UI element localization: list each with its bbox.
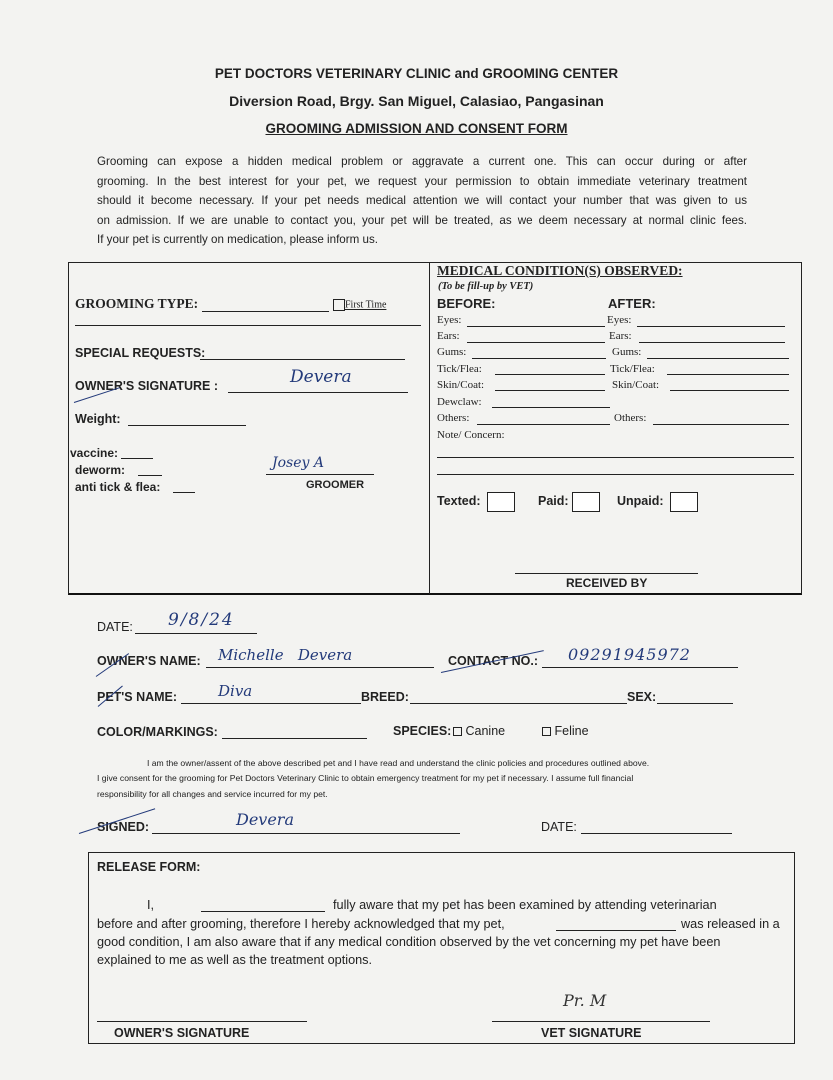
groomer-signature-handwriting: Josey A (272, 455, 324, 471)
intro-line: Grooming can expose a hidden medical problem or aggravate a current one. This can occur during or after (97, 155, 747, 168)
sex-field[interactable] (657, 703, 733, 704)
intro-line: should it become necessary. If your pet needs medical attention we will contact your number that was given to us (97, 194, 747, 207)
release-title: RELEASE FORM: (97, 860, 201, 874)
antitick-label: anti tick & flea: (75, 480, 161, 494)
after-ears-label: Ears: (609, 330, 632, 342)
before-gums-label: Gums: (437, 346, 467, 358)
feline-label: Feline (554, 724, 589, 738)
consent-line-1: I am the owner/assent of the above described pet and I have read and understand the clinic policies and procedures outlined above. (147, 758, 650, 768)
after-label: AFTER: (608, 296, 656, 311)
after-skincoat-field[interactable] (670, 390, 789, 391)
special-requests-field[interactable] (200, 359, 405, 360)
clinic-address: Diversion Road, Brgy. San Miguel, Calasiao, Pangasinan (229, 93, 604, 109)
release-line-3: good condition, I am also aware that if any medical condition observed by the vet concerning my pet have been (97, 935, 721, 949)
signed-field[interactable] (152, 833, 460, 834)
admission-box-divider (429, 262, 430, 594)
species-feline-option[interactable] (542, 724, 589, 738)
date-handwriting: 9/8/24 (168, 610, 235, 630)
first-time-checkbox[interactable] (333, 299, 345, 311)
release-owner-name-field[interactable] (201, 911, 325, 912)
after-ears-field[interactable] (639, 342, 785, 343)
before-ears-label: Ears: (437, 330, 460, 342)
note-concern-line-2[interactable] (437, 474, 794, 475)
release-line2-a: before and after grooming, therefore I hereby acknowledged that my pet, (97, 917, 505, 931)
vaccine-field[interactable] (121, 458, 153, 459)
deworm-label: deworm: (75, 463, 126, 477)
unpaid-checkbox[interactable] (670, 492, 698, 512)
before-eyes-label: Eyes: (437, 314, 462, 326)
texted-label: Texted: (437, 494, 481, 508)
before-skincoat-field[interactable] (495, 390, 605, 391)
intro-line: on admission. If we are unable to contact you, your pet will be treated, as we deem necessary at normal clinic fees. (97, 213, 747, 227)
breed-field[interactable] (410, 703, 627, 704)
before-tickflea-field[interactable] (495, 374, 605, 375)
owner-name-label: OWNER'S NAME: (97, 654, 201, 668)
grooming-type-field[interactable] (202, 311, 329, 312)
signed-handwriting: Devera (236, 810, 294, 829)
intro-line: If your pet is currently on medication, please inform us. (97, 233, 378, 246)
after-eyes-field[interactable] (637, 326, 785, 327)
before-ears-field[interactable] (467, 342, 605, 343)
owner-name-handwriting: Michelle Devera (218, 646, 353, 664)
vet-signature-handwriting: Pr. M (563, 991, 607, 1010)
groomer-signature-field[interactable] (266, 474, 374, 475)
before-eyes-field[interactable] (467, 326, 605, 327)
pet-name-handwriting: Diva (218, 682, 253, 700)
canine-label: Canine (465, 724, 506, 738)
first-time-option[interactable] (333, 299, 386, 311)
after-gums-field[interactable] (647, 358, 789, 359)
before-tickflea-label: Tick/Flea: (437, 363, 482, 375)
consent-line-3: responsibility for all changes and service incurred for my pet. (97, 789, 328, 799)
received-by-field[interactable] (515, 573, 698, 574)
release-line1-b: fully aware that my pet has been examined by attending veterinarian (333, 898, 717, 912)
before-label: BEFORE: (437, 296, 496, 311)
color-markings-field[interactable] (222, 738, 367, 739)
note-concern-line-1[interactable] (437, 457, 794, 458)
before-others-label: Others: (437, 412, 470, 424)
signed-label: SIGNED: (97, 820, 150, 834)
before-skincoat-label: Skin/Coat: (437, 379, 485, 391)
form-title: GROOMING ADMISSION AND CONSENT FORM (265, 121, 568, 136)
medical-conditions-subtitle: (To be fill-up by VET) (438, 281, 534, 292)
contact-handwriting: 09291945972 (568, 645, 691, 664)
weight-field[interactable] (128, 425, 246, 426)
medical-conditions-title: MEDICAL CONDITION(S) OBSERVED: (437, 263, 683, 278)
grooming-type-field-2[interactable] (75, 325, 421, 326)
after-tickflea-field[interactable] (667, 374, 789, 375)
unpaid-label: Unpaid: (617, 494, 664, 508)
canine-checkbox[interactable] (453, 727, 462, 736)
release-vet-signature-label: VET SIGNATURE (541, 1026, 642, 1040)
consent-date-field[interactable] (581, 833, 732, 834)
after-tickflea-label: Tick/Flea: (610, 363, 655, 375)
intro-line: grooming. In the best interest for your pet, we request your permission to obtain immediate veterinary treatment (97, 174, 747, 188)
before-others-field[interactable] (477, 424, 610, 425)
paid-label: Paid: (538, 494, 569, 508)
weight-label: Weight: (75, 412, 121, 426)
after-others-label: Others: (614, 412, 647, 424)
species-canine-option[interactable] (453, 724, 505, 738)
after-skincoat-label: Skin/Coat: (612, 379, 660, 391)
after-gums-label: Gums: (612, 346, 642, 358)
owner-signature-field[interactable] (228, 392, 408, 393)
after-others-field[interactable] (653, 424, 789, 425)
release-line-4: explained to me as well as the treatment options. (97, 953, 373, 967)
breed-label: BREED: (361, 690, 409, 704)
pet-name-field[interactable] (181, 703, 361, 704)
contact-label: CONTACT NO.: (448, 654, 539, 668)
antitick-field[interactable] (173, 492, 195, 493)
first-time-label: First Time (345, 299, 387, 311)
consent-date-label: DATE: (541, 820, 577, 834)
received-by-label: RECEIVED BY (566, 576, 648, 590)
species-label: SPECIES: (393, 724, 452, 738)
special-requests-label: SPECIAL REQUESTS: (75, 346, 206, 360)
consent-line-2: I give consent for the grooming for Pet Doctors Veterinary Clinic to obtain emergency treatment for my pet if necessary. I assume full financial (97, 773, 634, 783)
note-concern-label: Note/ Concern: (437, 429, 505, 441)
paid-checkbox[interactable] (572, 492, 600, 512)
vaccine-label: vaccine: (70, 446, 119, 460)
after-eyes-label: Eyes: (607, 314, 632, 326)
groomer-label: GROOMER (306, 479, 365, 491)
sex-label: SEX: (627, 690, 657, 704)
color-markings-label: COLOR/MARKINGS: (97, 725, 218, 739)
release-line1-a: I, (147, 898, 155, 912)
release-owner-signature-field[interactable] (97, 1021, 307, 1022)
contact-field[interactable] (542, 667, 738, 668)
pet-name-label: PET'S NAME: (97, 690, 178, 704)
before-gums-field[interactable] (472, 358, 606, 359)
date-label: DATE: (97, 620, 133, 634)
release-line2-b: was released in a (681, 917, 780, 931)
before-dewclaw-field[interactable] (492, 407, 610, 408)
texted-checkbox[interactable] (487, 492, 515, 512)
intro-paragraph (97, 152, 747, 250)
release-pet-name-field[interactable] (556, 930, 676, 931)
feline-checkbox[interactable] (542, 727, 551, 736)
owner-signature-handwriting: Devera (290, 367, 352, 387)
deworm-field[interactable] (138, 475, 162, 476)
owner-name-field[interactable] (206, 667, 434, 668)
grooming-type-label: GROOMING TYPE: (75, 296, 199, 311)
before-dewclaw-label: Dewclaw: (437, 396, 482, 408)
release-owner-signature-label: OWNER'S SIGNATURE (114, 1026, 250, 1040)
date-field[interactable] (135, 633, 257, 634)
clinic-name: PET DOCTORS VETERINARY CLINIC and GROOMING CENTER (214, 66, 619, 81)
release-vet-signature-field[interactable] (492, 1021, 710, 1022)
owner-signature-label: OWNER'S SIGNATURE : (75, 379, 219, 393)
